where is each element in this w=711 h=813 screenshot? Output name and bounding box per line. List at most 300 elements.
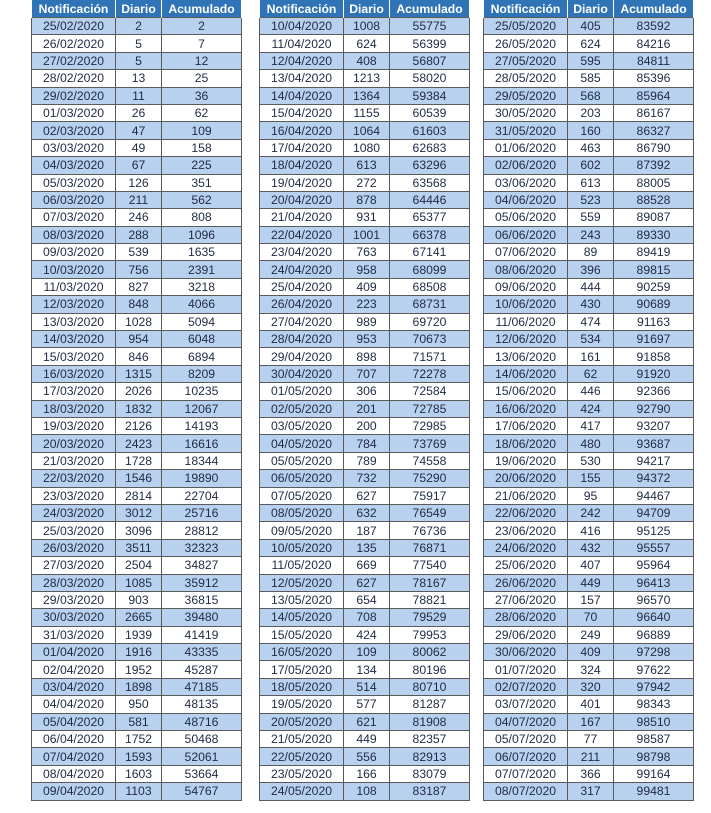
- table-row: [260, 731, 470, 748]
- table-row: [484, 296, 694, 313]
- header-diario: Diario: [568, 0, 614, 18]
- cell-notificacion: 10/04/2020: [260, 18, 344, 35]
- table-row: [484, 104, 694, 121]
- table-row: [484, 70, 694, 87]
- table-row: [32, 35, 242, 52]
- cell-diario: 405: [568, 18, 614, 35]
- cell-acumulado: 59384: [390, 87, 470, 104]
- cell-acumulado: 94467: [614, 487, 694, 504]
- cell-acumulado: 5094: [162, 313, 242, 330]
- cell-acumulado: 72785: [390, 400, 470, 417]
- table-row: [260, 557, 470, 574]
- table-row: [32, 591, 242, 608]
- cell-notificacion: 29/03/2020: [32, 591, 116, 608]
- table-row: [484, 678, 694, 695]
- table-row: [260, 452, 470, 469]
- cell-notificacion: 30/03/2020: [32, 609, 116, 626]
- cell-diario: 954: [116, 331, 162, 348]
- cell-diario: 417: [568, 417, 614, 434]
- cell-acumulado: 22704: [162, 487, 242, 504]
- cell-acumulado: 89815: [614, 261, 694, 278]
- cell-acumulado: 97942: [614, 678, 694, 695]
- cell-notificacion: 19/06/2020: [484, 452, 568, 469]
- cell-acumulado: 35912: [162, 574, 242, 591]
- cell-diario: 306: [344, 383, 390, 400]
- table-row: [260, 139, 470, 156]
- table-row: [484, 278, 694, 295]
- cell-acumulado: 94372: [614, 470, 694, 487]
- cell-acumulado: 89330: [614, 226, 694, 243]
- cell-notificacion: 20/03/2020: [32, 435, 116, 452]
- table-row: [260, 574, 470, 591]
- cell-diario: 827: [116, 278, 162, 295]
- cell-acumulado: 3218: [162, 278, 242, 295]
- cell-diario: 1028: [116, 313, 162, 330]
- table-row: [260, 487, 470, 504]
- cell-acumulado: 99164: [614, 765, 694, 782]
- cell-diario: 288: [116, 226, 162, 243]
- cell-notificacion: 21/04/2020: [260, 209, 344, 226]
- table-row: [32, 209, 242, 226]
- cell-notificacion: 26/05/2020: [484, 35, 568, 52]
- cell-notificacion: 04/06/2020: [484, 191, 568, 208]
- cell-notificacion: 18/06/2020: [484, 435, 568, 452]
- cell-diario: 396: [568, 261, 614, 278]
- cell-diario: 187: [344, 522, 390, 539]
- table-row: [32, 417, 242, 434]
- cell-diario: 950: [116, 696, 162, 713]
- table-row: [260, 383, 470, 400]
- cell-notificacion: 17/05/2020: [260, 661, 344, 678]
- table-row: [484, 783, 694, 800]
- cell-acumulado: 81908: [390, 713, 470, 730]
- cell-diario: 1364: [344, 87, 390, 104]
- table-row: [484, 191, 694, 208]
- cell-diario: 155: [568, 470, 614, 487]
- cell-acumulado: 1096: [162, 226, 242, 243]
- cell-diario: 157: [568, 591, 614, 608]
- table-row: [32, 296, 242, 313]
- cell-diario: 708: [344, 609, 390, 626]
- cell-notificacion: 13/05/2020: [260, 591, 344, 608]
- cell-acumulado: 94217: [614, 452, 694, 469]
- cell-acumulado: 77540: [390, 557, 470, 574]
- cell-acumulado: 25: [162, 70, 242, 87]
- table-row: [32, 191, 242, 208]
- cell-acumulado: 96570: [614, 591, 694, 608]
- cell-diario: 1064: [344, 122, 390, 139]
- table-row: [32, 765, 242, 782]
- cell-notificacion: 15/03/2020: [32, 348, 116, 365]
- cell-acumulado: 73769: [390, 435, 470, 452]
- cell-acumulado: 52061: [162, 748, 242, 765]
- cell-acumulado: 53664: [162, 765, 242, 782]
- data-table-1: [31, 0, 242, 801]
- cell-diario: 2423: [116, 435, 162, 452]
- table-row: [260, 609, 470, 626]
- cell-acumulado: 90259: [614, 278, 694, 295]
- cell-diario: 1898: [116, 678, 162, 695]
- cell-notificacion: 15/06/2020: [484, 383, 568, 400]
- cell-notificacion: 27/03/2020: [32, 557, 116, 574]
- cell-diario: 201: [344, 400, 390, 417]
- cell-notificacion: 10/06/2020: [484, 296, 568, 313]
- cell-diario: 3096: [116, 522, 162, 539]
- cell-notificacion: 27/06/2020: [484, 591, 568, 608]
- table-row: [32, 70, 242, 87]
- cell-acumulado: 54767: [162, 783, 242, 800]
- table-row: [32, 522, 242, 539]
- cell-notificacion: 07/04/2020: [32, 748, 116, 765]
- table-row: [484, 383, 694, 400]
- cell-acumulado: 70673: [390, 331, 470, 348]
- cell-notificacion: 29/06/2020: [484, 626, 568, 643]
- cell-diario: 581: [116, 713, 162, 730]
- cell-diario: 67: [116, 157, 162, 174]
- table-row: [260, 122, 470, 139]
- table-row: [484, 244, 694, 261]
- cell-acumulado: 98798: [614, 748, 694, 765]
- table-row: [32, 383, 242, 400]
- cell-diario: 654: [344, 591, 390, 608]
- table-row: [32, 539, 242, 556]
- cell-notificacion: 08/05/2020: [260, 504, 344, 521]
- table-row: [32, 226, 242, 243]
- cell-acumulado: 55775: [390, 18, 470, 35]
- cell-notificacion: 29/05/2020: [484, 87, 568, 104]
- table-row: [260, 278, 470, 295]
- cell-acumulado: 75290: [390, 470, 470, 487]
- table-row: [260, 365, 470, 382]
- table-row: [260, 52, 470, 69]
- cell-diario: 669: [344, 557, 390, 574]
- cell-diario: 249: [568, 626, 614, 643]
- cell-notificacion: 28/05/2020: [484, 70, 568, 87]
- cell-acumulado: 95125: [614, 522, 694, 539]
- table-row: [484, 35, 694, 52]
- cell-notificacion: 17/03/2020: [32, 383, 116, 400]
- cell-diario: 624: [568, 35, 614, 52]
- table-row: [484, 348, 694, 365]
- cell-acumulado: 78167: [390, 574, 470, 591]
- table-row: [484, 731, 694, 748]
- table-row: [484, 435, 694, 452]
- table-row: [260, 522, 470, 539]
- cell-notificacion: 01/06/2020: [484, 139, 568, 156]
- cell-acumulado: 72985: [390, 417, 470, 434]
- cell-acumulado: 92366: [614, 383, 694, 400]
- table-row: [32, 365, 242, 382]
- cell-acumulado: 82913: [390, 748, 470, 765]
- table-row: [32, 626, 242, 643]
- cell-diario: 568: [568, 87, 614, 104]
- cell-diario: 272: [344, 174, 390, 191]
- cell-acumulado: 8209: [162, 365, 242, 382]
- cell-notificacion: 18/04/2020: [260, 157, 344, 174]
- cell-diario: 556: [344, 748, 390, 765]
- table-row: [260, 504, 470, 521]
- cell-notificacion: 14/06/2020: [484, 365, 568, 382]
- cell-notificacion: 09/04/2020: [32, 783, 116, 800]
- cell-notificacion: 18/05/2020: [260, 678, 344, 695]
- cell-diario: 167: [568, 713, 614, 730]
- cell-notificacion: 26/03/2020: [32, 539, 116, 556]
- cell-acumulado: 84811: [614, 52, 694, 69]
- cell-diario: 444: [568, 278, 614, 295]
- cell-notificacion: 07/05/2020: [260, 487, 344, 504]
- table-row: [484, 539, 694, 556]
- cell-notificacion: 11/05/2020: [260, 557, 344, 574]
- cell-acumulado: 80710: [390, 678, 470, 695]
- table-row: [260, 417, 470, 434]
- cell-diario: 577: [344, 696, 390, 713]
- cell-diario: 2126: [116, 417, 162, 434]
- cell-diario: 1752: [116, 731, 162, 748]
- cell-acumulado: 89087: [614, 209, 694, 226]
- cell-notificacion: 26/04/2020: [260, 296, 344, 313]
- cell-diario: 1603: [116, 765, 162, 782]
- cell-notificacion: 26/02/2020: [32, 35, 116, 52]
- cell-acumulado: 76871: [390, 539, 470, 556]
- cell-notificacion: 29/02/2020: [32, 87, 116, 104]
- cell-notificacion: 28/04/2020: [260, 331, 344, 348]
- cell-diario: 62: [568, 365, 614, 382]
- cell-acumulado: 2: [162, 18, 242, 35]
- table-header-row: [32, 0, 242, 18]
- cell-diario: 953: [344, 331, 390, 348]
- data-table-2: [259, 0, 470, 801]
- cell-acumulado: 97298: [614, 644, 694, 661]
- cell-acumulado: 98510: [614, 713, 694, 730]
- cell-notificacion: 02/07/2020: [484, 678, 568, 695]
- cell-notificacion: 22/06/2020: [484, 504, 568, 521]
- table-row: [484, 400, 694, 417]
- cell-notificacion: 16/06/2020: [484, 400, 568, 417]
- cell-acumulado: 85964: [614, 87, 694, 104]
- cell-diario: 3012: [116, 504, 162, 521]
- cell-notificacion: 05/04/2020: [32, 713, 116, 730]
- table-row: [260, 678, 470, 695]
- cell-diario: 424: [568, 400, 614, 417]
- table-row: [484, 748, 694, 765]
- cell-notificacion: 30/05/2020: [484, 104, 568, 121]
- cell-notificacion: 27/02/2020: [32, 52, 116, 69]
- table-row: [32, 244, 242, 261]
- cell-diario: 1315: [116, 365, 162, 382]
- cell-notificacion: 30/04/2020: [260, 365, 344, 382]
- cell-diario: 1728: [116, 452, 162, 469]
- cell-diario: 534: [568, 331, 614, 348]
- cell-diario: 784: [344, 435, 390, 452]
- cell-notificacion: 12/06/2020: [484, 331, 568, 348]
- cell-acumulado: 63296: [390, 157, 470, 174]
- cell-acumulado: 66378: [390, 226, 470, 243]
- cell-notificacion: 25/02/2020: [32, 18, 116, 35]
- cell-notificacion: 21/03/2020: [32, 452, 116, 469]
- cell-acumulado: 84216: [614, 35, 694, 52]
- cell-diario: 5: [116, 52, 162, 69]
- cell-acumulado: 91858: [614, 348, 694, 365]
- cell-notificacion: 01/07/2020: [484, 661, 568, 678]
- cell-diario: 958: [344, 261, 390, 278]
- cell-diario: 1939: [116, 626, 162, 643]
- cell-acumulado: 25716: [162, 504, 242, 521]
- cell-acumulado: 34827: [162, 557, 242, 574]
- cell-acumulado: 98587: [614, 731, 694, 748]
- cell-diario: 585: [568, 70, 614, 87]
- table-row: [260, 783, 470, 800]
- cell-diario: 1080: [344, 139, 390, 156]
- cell-diario: 317: [568, 783, 614, 800]
- cell-notificacion: 07/06/2020: [484, 244, 568, 261]
- cell-acumulado: 47185: [162, 678, 242, 695]
- table-row: [260, 35, 470, 52]
- table-row: [32, 713, 242, 730]
- cell-acumulado: 12067: [162, 400, 242, 417]
- cell-diario: 1593: [116, 748, 162, 765]
- cell-notificacion: 17/06/2020: [484, 417, 568, 434]
- cell-diario: 756: [116, 261, 162, 278]
- cell-notificacion: 20/06/2020: [484, 470, 568, 487]
- table-row: [260, 18, 470, 35]
- cell-diario: 449: [344, 731, 390, 748]
- cell-acumulado: 41419: [162, 626, 242, 643]
- cell-notificacion: 25/04/2020: [260, 278, 344, 295]
- cell-notificacion: 23/04/2020: [260, 244, 344, 261]
- cell-diario: 621: [344, 713, 390, 730]
- cell-acumulado: 36815: [162, 591, 242, 608]
- cell-diario: 931: [344, 209, 390, 226]
- cell-diario: 11: [116, 87, 162, 104]
- cell-acumulado: 60539: [390, 104, 470, 121]
- cell-notificacion: 24/05/2020: [260, 783, 344, 800]
- cell-acumulado: 76736: [390, 522, 470, 539]
- cell-notificacion: 07/07/2020: [484, 765, 568, 782]
- table-row: [32, 331, 242, 348]
- cell-notificacion: 31/05/2020: [484, 122, 568, 139]
- cell-diario: 1001: [344, 226, 390, 243]
- table-row: [260, 331, 470, 348]
- cell-diario: 613: [344, 157, 390, 174]
- cell-diario: 126: [116, 174, 162, 191]
- cell-diario: 613: [568, 174, 614, 191]
- cell-acumulado: 79953: [390, 626, 470, 643]
- cell-diario: 2665: [116, 609, 162, 626]
- cell-notificacion: 27/04/2020: [260, 313, 344, 330]
- cell-diario: 77: [568, 731, 614, 748]
- cell-notificacion: 11/03/2020: [32, 278, 116, 295]
- cell-diario: 243: [568, 226, 614, 243]
- cell-acumulado: 36: [162, 87, 242, 104]
- cell-acumulado: 93687: [614, 435, 694, 452]
- cell-notificacion: 20/05/2020: [260, 713, 344, 730]
- table-row: [260, 157, 470, 174]
- cell-diario: 480: [568, 435, 614, 452]
- cell-notificacion: 13/04/2020: [260, 70, 344, 87]
- table-row: [260, 539, 470, 556]
- table-row: [260, 591, 470, 608]
- cell-acumulado: 72278: [390, 365, 470, 382]
- cell-diario: 2504: [116, 557, 162, 574]
- cell-acumulado: 69720: [390, 313, 470, 330]
- header-acumulado: Acumulado: [614, 0, 694, 18]
- cell-notificacion: 12/03/2020: [32, 296, 116, 313]
- cell-acumulado: 61603: [390, 122, 470, 139]
- cell-diario: 903: [116, 591, 162, 608]
- cell-diario: 246: [116, 209, 162, 226]
- cell-acumulado: 96640: [614, 609, 694, 626]
- header-notificacion: Notificación: [484, 0, 568, 18]
- cell-notificacion: 19/05/2020: [260, 696, 344, 713]
- cell-notificacion: 08/06/2020: [484, 261, 568, 278]
- cell-acumulado: 65377: [390, 209, 470, 226]
- cell-notificacion: 14/03/2020: [32, 331, 116, 348]
- table-row: [32, 174, 242, 191]
- table-row: [484, 696, 694, 713]
- table-row: [484, 609, 694, 626]
- table-row: [484, 122, 694, 139]
- table-row: [484, 574, 694, 591]
- cell-acumulado: 80196: [390, 661, 470, 678]
- cell-acumulado: 43335: [162, 644, 242, 661]
- cell-notificacion: 03/05/2020: [260, 417, 344, 434]
- table-row: [484, 417, 694, 434]
- cell-diario: 135: [344, 539, 390, 556]
- cell-notificacion: 09/06/2020: [484, 278, 568, 295]
- table-row: [484, 87, 694, 104]
- cell-diario: 523: [568, 191, 614, 208]
- cell-diario: 408: [344, 52, 390, 69]
- cell-acumulado: 16616: [162, 435, 242, 452]
- table-row: [260, 400, 470, 417]
- cell-diario: 2026: [116, 383, 162, 400]
- cell-notificacion: 25/03/2020: [32, 522, 116, 539]
- cell-notificacion: 05/05/2020: [260, 452, 344, 469]
- cell-notificacion: 22/03/2020: [32, 470, 116, 487]
- cell-notificacion: 05/06/2020: [484, 209, 568, 226]
- cell-diario: 49: [116, 139, 162, 156]
- table-row: [484, 209, 694, 226]
- table-row: [32, 87, 242, 104]
- table-row: [484, 626, 694, 643]
- table-row: [32, 470, 242, 487]
- cell-acumulado: 85396: [614, 70, 694, 87]
- table-row: [32, 18, 242, 35]
- cell-notificacion: 03/03/2020: [32, 139, 116, 156]
- table-row: [260, 244, 470, 261]
- cell-notificacion: 28/03/2020: [32, 574, 116, 591]
- cell-diario: 848: [116, 296, 162, 313]
- cell-notificacion: 12/05/2020: [260, 574, 344, 591]
- cell-notificacion: 21/05/2020: [260, 731, 344, 748]
- table-row: [260, 626, 470, 643]
- cell-diario: 602: [568, 157, 614, 174]
- table-row: [260, 348, 470, 365]
- cell-diario: 2814: [116, 487, 162, 504]
- cell-notificacion: 26/06/2020: [484, 574, 568, 591]
- cell-diario: 463: [568, 139, 614, 156]
- table-row: [32, 104, 242, 121]
- table-row: [260, 104, 470, 121]
- table-row: [484, 226, 694, 243]
- cell-notificacion: 15/05/2020: [260, 626, 344, 643]
- header-diario: Diario: [116, 0, 162, 18]
- cell-notificacion: 03/07/2020: [484, 696, 568, 713]
- cell-notificacion: 02/05/2020: [260, 400, 344, 417]
- cell-notificacion: 06/07/2020: [484, 748, 568, 765]
- table-row: [484, 313, 694, 330]
- cell-diario: 13: [116, 70, 162, 87]
